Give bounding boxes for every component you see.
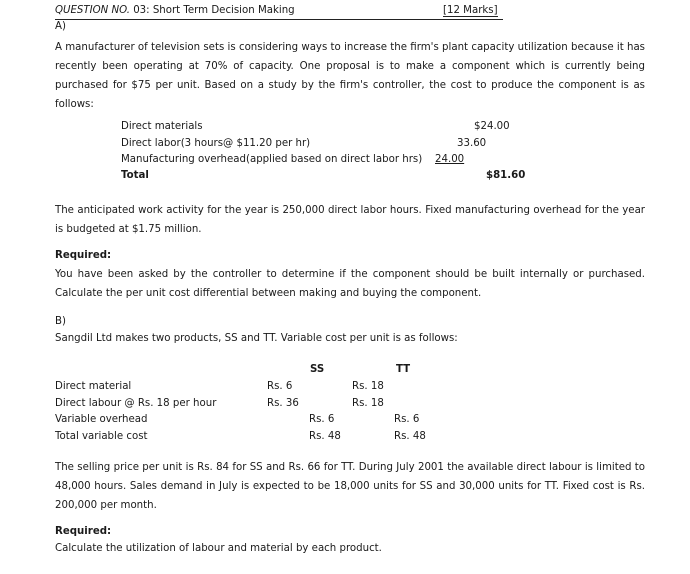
part-a-intro: A manufacturer of television sets is considering ways to increase the firm's plant capacity utilization because it has recently been operating at 70% of capacity. One proposal is to make a component which is currently being purchased for $75 per unit. Based on a study by the firm's controller, the cost to produce the component is as follows:: [55, 42, 645, 110]
part-b-required-text: Calculate the utilization of labour and material by each product.: [55, 543, 382, 554]
row-tt-value: Rs. 18: [352, 381, 384, 392]
row-label: Total variable cost: [55, 431, 148, 442]
part-b-required-label: Required:: [55, 526, 112, 537]
cost-total-value: $81.60: [486, 170, 526, 181]
row-ss-value: Rs. 6: [267, 381, 293, 392]
row-tt-value: Rs. 6: [394, 414, 420, 425]
row-label: Direct labour @ Rs. 18 per hour: [55, 398, 217, 409]
cost-total-label: Total: [121, 170, 149, 181]
cost-row-value: $24.00: [474, 121, 510, 132]
part-b-details-text: The selling price per unit is Rs. 84 for SS and Rs. 66 for TT. During July 2001 the available direct labour is limited to 48,000 hours. Sales demand in July is expected to be 18,000 units for SS and 30,000 units for TT. Fixed cost is Rs. 200,000 per month.: [55, 462, 645, 511]
row-ss-value: Rs. 48: [309, 431, 341, 442]
cost-row-value: 24.00: [435, 154, 465, 165]
cost-row-label: Manufacturing overhead(applied based on direct labor hrs): [121, 154, 423, 165]
part-a-activity-text: The anticipated work activity for the year is 250,000 direct labor hours. Fixed manufacturing overhead for the year is budgeted at $1.75 million.: [55, 205, 645, 235]
question-label: QUESTION NO.: [55, 5, 130, 16]
row-label: Direct material: [55, 381, 132, 392]
column-header-ss: SS: [310, 364, 325, 375]
cost-row-label: Direct labor(3 hours@ $11.20 per hr): [121, 138, 311, 149]
marks-label: [12 Marks]: [443, 5, 498, 16]
cost-row-label: Direct materials: [121, 121, 203, 132]
row-tt-value: Rs. 18: [352, 398, 384, 409]
part-b-label: B): [55, 316, 66, 327]
part-a-label: A): [55, 21, 66, 32]
question-title: [55, 5, 295, 16]
cost-row-value: 33.60: [457, 138, 487, 149]
part-a-required-text: You have been asked by the controller to determine if the component should be built internally or purchased. Calculate the per unit cost differential between making and buying the component.: [55, 269, 645, 299]
row-ss-value: Rs. 6: [309, 414, 335, 425]
row-ss-value: Rs. 36: [267, 398, 299, 409]
column-header-tt: TT: [396, 364, 411, 375]
part-a-required-label: Required:: [55, 250, 112, 261]
question-title-text: 03: Short Term Decision Making: [129, 5, 295, 16]
row-label: Variable overhead: [55, 414, 148, 425]
part-b-intro: Sangdil Ltd makes two products, SS and TT. Variable cost per unit is as follows:: [55, 333, 458, 344]
row-tt-value: Rs. 48: [394, 431, 426, 442]
